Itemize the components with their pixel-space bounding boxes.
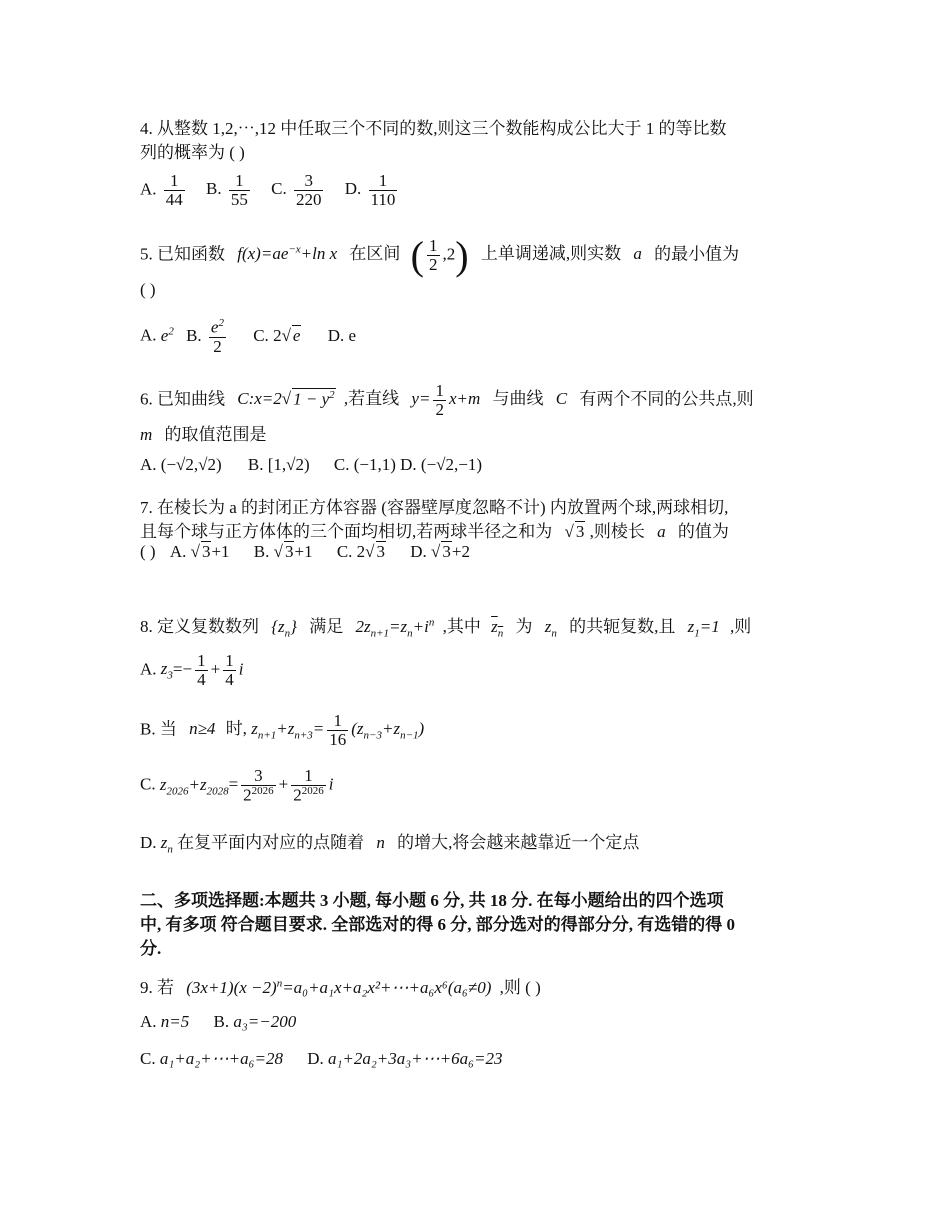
q4-option-d-label: D. (344, 179, 362, 199)
q7-option-a-label: A. (169, 542, 187, 561)
q8-option-d-label: D. (140, 833, 157, 852)
q8-option-c-eq: = (228, 774, 239, 794)
q4-option-c-label: C. (271, 179, 287, 199)
q8-zn: $z_n$ (544, 617, 557, 640)
q8-option-b-expr: $z_{n+1}+z_{n+3}=$ (251, 719, 325, 742)
q9-expression: $(3x+1)(x -2)^n=a_0+a_1x+a_2x^2+\cdots+a_6x^6(a_6\ne 0)$ (186, 977, 492, 997)
q9-stem (140, 973, 541, 998)
q8-mid1: 满足 (309, 617, 344, 636)
q8-option-b-when: 时, (225, 719, 247, 739)
section2-heading-line2: 中, 有多项 符合题目要求. 全部选对的得 6 分, 部分选对的得部分分, 有选错的得 0 (140, 915, 735, 934)
q6-range-text: 的取值范围是 (164, 425, 267, 444)
q9-options-row1 (140, 1012, 296, 1032)
q5-option-b-fraction: $\frac{e^2}{2}$ (210, 317, 224, 356)
q8-option-d-z: $z_n$ (160, 833, 173, 856)
q8-option-b (140, 712, 424, 749)
q4-stem-line1: 4. 从整数 1,2,⋯,12 中任取三个不同的数,则这三个数能构成公比大于 1 的等比数 (140, 119, 727, 138)
q4-option-d-fraction: $\frac{1}{110}$ (370, 171, 396, 209)
q8-z1: $z_1=1$ (687, 617, 720, 640)
q8-mid3: 为 (515, 617, 533, 636)
q5-suffix: 上单调递减,则实数 (480, 244, 622, 264)
q8-option-a-i: i (238, 659, 244, 679)
q6-curve-name: C (555, 389, 568, 409)
q8-option-a (140, 652, 243, 689)
q5-prefix: 5. 已知函数 (140, 244, 225, 264)
q6-option-c-label: C. (333, 455, 350, 474)
q8-option-d-text: 在复平面内对应的点随着 (177, 833, 365, 852)
q7-stem-line2 (140, 517, 729, 542)
q9-end: ,则 ( ) (499, 978, 541, 997)
q6-mid: ,若直线 (343, 389, 400, 409)
section2-heading-line3: 分. (140, 939, 162, 958)
q4-option-c-fraction: $\frac{3}{220}$ (295, 171, 322, 209)
q5-option-c-label: C. (253, 325, 269, 345)
q7-stem-line1: 7. 在棱长为 a 的封闭正方体容器 (容器壁厚度忽略不计) 内放置两个球,两球相切, (140, 498, 729, 517)
q8-prefix: 8. 定义复数数列 (140, 617, 259, 636)
q8-option-d (140, 828, 639, 855)
q6-options (140, 455, 482, 475)
q4-option-b-fraction: $\frac{1}{55}$ (230, 171, 248, 209)
q8-option-c-i: i (328, 774, 334, 794)
q9-options-row2 (140, 1049, 503, 1069)
q7-line2b: ,则棱长 (589, 522, 645, 541)
q8-mid4: 的共轭复数,且 (569, 617, 676, 636)
q8-option-d-n: n (376, 833, 385, 852)
q7-line2c: 的值为 (677, 522, 729, 541)
section2-heading-line1: 二、多项选择题:本题共 3 小题, 每小题 6 分, 共 18 分. 在每小题给出的四个选项 (140, 891, 724, 910)
q6-prefix: 6. 已知曲线 (140, 389, 225, 409)
q7-option-b-label: B. (253, 542, 270, 561)
q6-suffix: 与曲线 (492, 389, 544, 409)
q6-option-c-value: (−1,1) (353, 455, 396, 474)
q9-prefix: 9. 若 (140, 978, 174, 997)
q7-paren: ( ) (140, 542, 156, 561)
q9-option-a-label: A. (140, 1012, 157, 1031)
q8-option-b-frac: $\frac{1}{16}$ (329, 711, 347, 749)
q8-option-c (140, 767, 333, 804)
q9-option-b-value: a₃=−200 (233, 1012, 297, 1031)
q6-var-m: m (140, 425, 153, 444)
q8-option-b-cond: n≥4 (189, 719, 216, 739)
q5-var: a (633, 244, 642, 264)
q7-option-c-value: 2√ 3 (356, 542, 386, 561)
q9-option-a-value: n=5 (160, 1012, 190, 1031)
q8-option-d-tail: 的增大,将会越来越靠近一个定点 (397, 833, 640, 852)
q5-option-b-label: B. (186, 325, 202, 345)
q6-stem-line1 (140, 382, 754, 419)
q8-option-c-lhs: $z_{2026}+z_{2028}$ (159, 774, 229, 797)
q7-var: a (657, 522, 666, 541)
q4-option-b-label: B. (206, 179, 222, 199)
q8-recurrence: $2z_{n+1}=z_n+i^n$ (355, 616, 435, 640)
q8-end: ,则 (729, 617, 752, 636)
q8-option-b-rhs: $(z_{n-3}+z_{n-1})$ (351, 719, 425, 742)
q6-line: y= $\frac{1}{2}$ x+m (411, 381, 481, 419)
q8-sequence: $\{z_n\}$ (271, 617, 297, 640)
q7-options (140, 541, 470, 562)
q5-options (140, 318, 356, 355)
q4-stem-line2: 列的概率为 ( ) (140, 143, 245, 162)
q8-option-b-label: B. 当 (140, 719, 177, 739)
q7-option-b-value: √ 3+1 (273, 542, 313, 561)
q7-option-d-label: D. (410, 542, 427, 561)
q6-end: 有两个不同的公共点,则 (579, 389, 754, 409)
q5-option-a-label: A. (140, 325, 157, 345)
q6-option-b-label: B. (247, 455, 264, 474)
q8-stem (140, 612, 751, 639)
q8-option-a-label: A. (140, 659, 157, 679)
q7-line2a: 且每个球与正方体体的三个面均相切,若两球半径之和为 (140, 522, 553, 541)
q5-option-c-value: 2√ e (273, 325, 301, 345)
q6-option-d-label: D. (400, 455, 417, 474)
q9-option-c-value: a₁+a₂+⋯+a₆=28 (159, 1049, 283, 1068)
q6-option-d-value: (−√2,−1) (420, 455, 482, 474)
q5-interval-text: 在区间 (349, 244, 401, 264)
q7-radius-sum: √ 3 (564, 522, 585, 541)
q8-option-a-plus: + (210, 659, 221, 679)
q4-option-a-fraction: $\frac{1}{44}$ (165, 171, 183, 209)
q9-option-b-label: B. (213, 1012, 230, 1031)
q5-option-d: D. e (327, 325, 357, 345)
q8-option-c-frac1: $\frac{3}{2^{2026}}$ (243, 766, 274, 805)
q8-option-c-label: C. (140, 774, 156, 794)
q8-option-a-lhs: $z_3$ (160, 659, 173, 682)
q7-option-d-value: √ 3+2 (431, 542, 470, 561)
q5-interval-fraction: $\frac{1}{2}$ (429, 236, 438, 274)
q8-option-a-frac2: $\frac{1}{4}$ (225, 651, 234, 689)
q5-stem-line1: 5. 已知函数 $f(x)=ae^{-x}+\ln$ x 在区间 ( $\frac{1}{2}$ ,2) 上单调递减,则实数 a 的最小值为 (140, 233, 740, 278)
q5-option-a-value: $e^2$ (160, 324, 174, 345)
q9-option-d-value: a₁+2a₂+3a₃+⋯+6a₆=23 (328, 1049, 503, 1068)
q6-option-a-label: A. (140, 455, 157, 474)
q9-option-d-label: D. (307, 1049, 324, 1068)
q6-curve: C:x=2√ $1 - y^2$ (237, 388, 335, 409)
q7-option-c-label: C. (336, 542, 353, 561)
q5-function: $f(x)=ae^{-x}+\ln$ x (237, 243, 338, 264)
q4-option-a-label: A. (140, 179, 157, 199)
q6-option-a-value: (−√2,√2) (160, 455, 222, 474)
q9-option-c-label: C. (140, 1049, 156, 1068)
q5-end: 的最小值为 (654, 244, 740, 264)
q8-conjugate: $z_n$ (491, 617, 504, 640)
q5-stem-line2: ( ) (140, 280, 156, 299)
q8-option-a-eq: =− (172, 659, 193, 679)
q8-option-c-plus: + (278, 774, 289, 794)
q6-stem-line2 (140, 420, 267, 445)
q5-interval-tail: ,2 (442, 244, 456, 264)
q8-option-a-frac1: $\frac{1}{4}$ (197, 651, 206, 689)
q8-option-c-frac2: $\frac{1}{2^{2026}}$ (293, 766, 324, 805)
q7-option-a-value: √ 3+1 (190, 542, 230, 561)
q4-options (140, 172, 400, 209)
q8-mid2: ,其中 (442, 617, 481, 636)
q6-option-b-value: [1,√2) (267, 455, 310, 474)
